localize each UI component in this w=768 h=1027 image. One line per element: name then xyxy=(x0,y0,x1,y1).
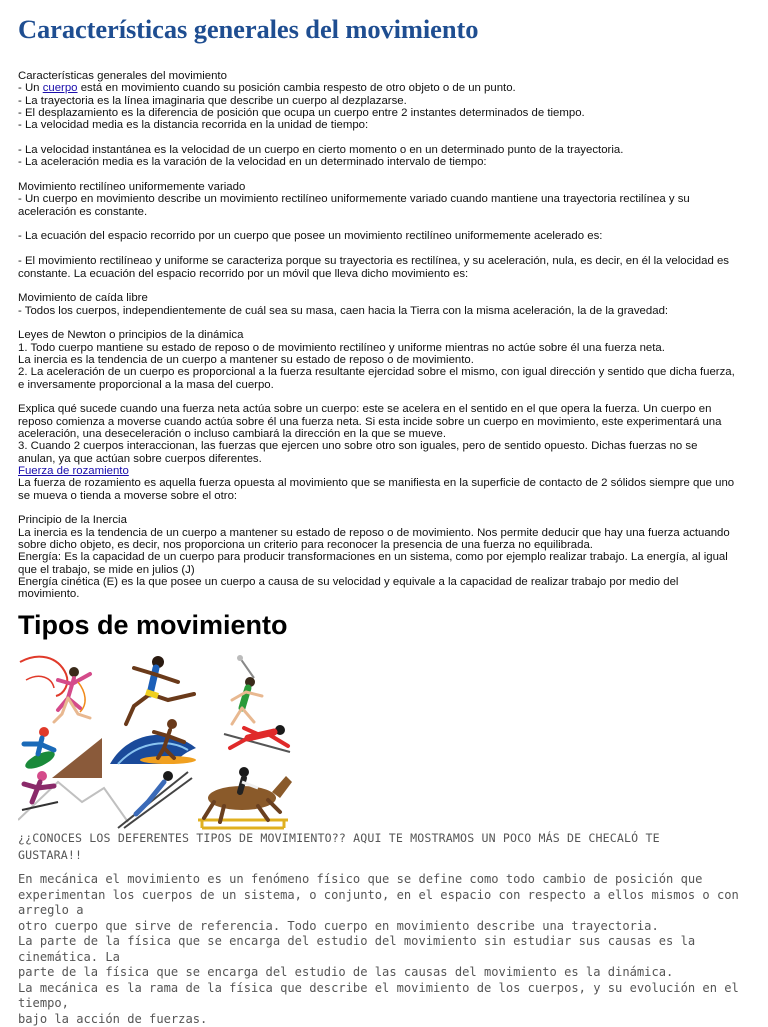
text-segment: está en movimiento cuando su posición cambia respesto de otro objeto o de un punto. xyxy=(78,82,516,94)
text-line: 3. Cuando 2 cuerpos interaccionan, las fuerzas que ejercen uno sobre otro son iguales, pero de sentido opuesto. Dichas fuerzas no se xyxy=(18,440,753,452)
text-line: experimentan los cuerpos de un sistema, o conjunto, en el espacio con respecto a ellos mismos o con arreglo a xyxy=(18,888,753,919)
text-line: Principio de la Inercia xyxy=(18,514,753,526)
fuerza-rozamiento-link[interactable]: Fuerza de rozamiento xyxy=(18,465,129,477)
text-line: Explica qué sucede cuando una fuerza neta actúa sobre un cuerpo: este se acelera en el sentido en el que opera la fuerza. Un cuerpo en xyxy=(18,403,753,415)
text-line xyxy=(18,465,753,477)
text-line: Energía cinética (E) es la que posee un cuerpo a causa de su velocidad y equivale a la capacidad de realizar trabajo por medio del xyxy=(18,576,753,588)
equestrian-figure xyxy=(198,767,292,828)
text-line: movimiento. xyxy=(18,588,753,600)
snowboarder-figure xyxy=(23,727,102,778)
text-line: constante. La ecuación del espacio recorrido por un móvil que lleva dicho movimiento es: xyxy=(18,268,753,280)
text-line: anulan, ya que actúan sobre cuerpos diferentes. xyxy=(18,453,753,465)
text-line: aceleración es constante. xyxy=(18,206,753,218)
text-line: Movimiento de caída libre xyxy=(18,292,753,304)
cuerpo-link[interactable]: cuerpo xyxy=(43,82,78,94)
text-line: Movimiento rectilíneo uniformemente variado xyxy=(18,181,753,193)
text-line: - La velocidad instantánea es la velocidad de un cuerpo en cierto momento o en un determinado punto de la trayectoria. xyxy=(18,144,753,156)
gymnast-figure xyxy=(20,657,90,722)
text-line: sobre dicho objeto, es decir, nos proporciona un criterio para reconocer la presencia de una fuerza no equilibrada. xyxy=(18,539,753,551)
text-line: 1. Todo cuerpo mantiene su estado de reposo o de movimiento rectilíneo y uniforme mientras no actúe sobre él una fuerza neta. xyxy=(18,342,753,354)
text-line: La mecánica es la rama de la física que describe el movimiento de los cuerpos, y su evolución en el tiempo, xyxy=(18,981,753,1012)
text-line: Características generales del movimiento xyxy=(18,70,753,82)
text-line xyxy=(18,82,753,94)
text-line: e inversamente proporcional a la masa del cuerpo. xyxy=(18,379,753,391)
text-line: reposo comienza a moverse cuando actúa sobre él una fuerza neta. Si esta incide sobre un cuerpo en movimiento, este experimentará una xyxy=(18,416,753,428)
text-line: - La velocidad media es la distancia recorrida en la unidad de tiempo: xyxy=(18,119,753,131)
text-line: 2. La aceleración de un cuerpo es proporcional a la fuerza resultante ejercidad sobre el mismo, con igual dirección y sentido que dicha fuerza, xyxy=(18,366,753,378)
text-line: otro cuerpo que sirve de referencia. Todo cuerpo en movimiento describe una trayectoria. xyxy=(18,919,753,935)
text-line: - La ecuación del espacio recorrido por un cuerpo que posee un movimiento rectilíneo uniformemente acelerado es: xyxy=(18,230,753,242)
text-segment: - Un xyxy=(18,82,43,94)
sports-illustration xyxy=(18,652,294,830)
text-line: parte de la física que se encarga del estudio de las causas del movimiento es la dinámica. xyxy=(18,965,753,981)
text-line: - El desplazamiento es la diferencia de posición que ocupa un cuerpo entre 2 instantes determinados de tiempo. xyxy=(18,107,753,119)
text-line: Leyes de Newton o principios de la dinámica xyxy=(18,329,753,341)
text-line: - El movimiento rectilíneao y uniforme se caracteriza porque su trayectoria es rectilínea, y su aceleración, nula, es decir, en él la velocidad es xyxy=(18,255,753,267)
page-title: Características generales del movimiento xyxy=(18,14,478,45)
text-line: - La aceleración media es la varación de la velocidad en un determinado intervalo de tiempo: xyxy=(18,156,753,168)
slope-skier-figure xyxy=(18,771,128,822)
caps-heading xyxy=(18,830,753,863)
text-line: se mueva o tienda a moverse sobre el otro: xyxy=(18,490,753,502)
text-line: - La trayectoria es la línea imaginaria que describe un cuerpo al dezplazarse. xyxy=(18,95,753,107)
text-line: En mecánica el movimiento es un fenómeno físico que se define como todo cambio de posición que xyxy=(18,872,753,888)
twirler-figure xyxy=(232,655,262,724)
ski-jumper-figure xyxy=(118,771,192,828)
text-line: que el trabajo, se mide en julios (J) xyxy=(18,564,753,576)
mechanics-paragraph xyxy=(18,872,753,1027)
text-line: GUSTARA!! xyxy=(18,847,753,864)
text-line: Energía: Es la capacidad de un cuerpo para producir transformaciones en un sistema, como por ejemplo realizar trabajo. La energía, al igual xyxy=(18,551,753,563)
body-text xyxy=(18,70,753,601)
types-of-motion-text xyxy=(18,830,753,1027)
text-line: La parte de la física que se encarga del estudio del movimiento sin estudiar sus causas es la cinemática. La xyxy=(18,934,753,965)
text-line: La fuerza de rozamiento es aquella fuerza opuesta al movimiento que se manifiesta en la superficie de contacto de 2 sólidos siempre que uno xyxy=(18,477,753,489)
section-title: Tipos de movimiento xyxy=(18,610,288,641)
text-line: La inercia es la tendencia de un cuerpo a mantener su estado de reposo o de movimiento. xyxy=(18,354,753,366)
text-line: - Todos los cuerpos, independientemente de cuál sea su masa, caen hacia la Tierra con la misma aceleración, la de la gravedad: xyxy=(18,305,753,317)
sprinter-figure xyxy=(126,656,194,724)
skier-figure xyxy=(224,725,290,752)
text-line: ¿¿CONOCES LOS DEFERENTES TIPOS DE MOVIMIENTO?? AQUI TE MOSTRAMOS UN POCO MÁS DE CHECALÓ TE xyxy=(18,830,753,847)
text-line: bajo la acción de fuerzas. xyxy=(18,1012,753,1027)
text-line: La inercia es la tendencia de un cuerpo a mantener su estado de reposo o de movimiento. Nos permite deducir que hay una fuerza actuando xyxy=(18,527,753,539)
text-line: - Un cuerpo en movimiento describe un movimiento rectilíneo uniformemente variado cuando mantiene una trayectoria rectilínea y su xyxy=(18,193,753,205)
surfer-figure xyxy=(110,719,196,764)
text-line: aceleración, una deseceleración o incluso cambiará la dirección en la que se mueve. xyxy=(18,428,753,440)
